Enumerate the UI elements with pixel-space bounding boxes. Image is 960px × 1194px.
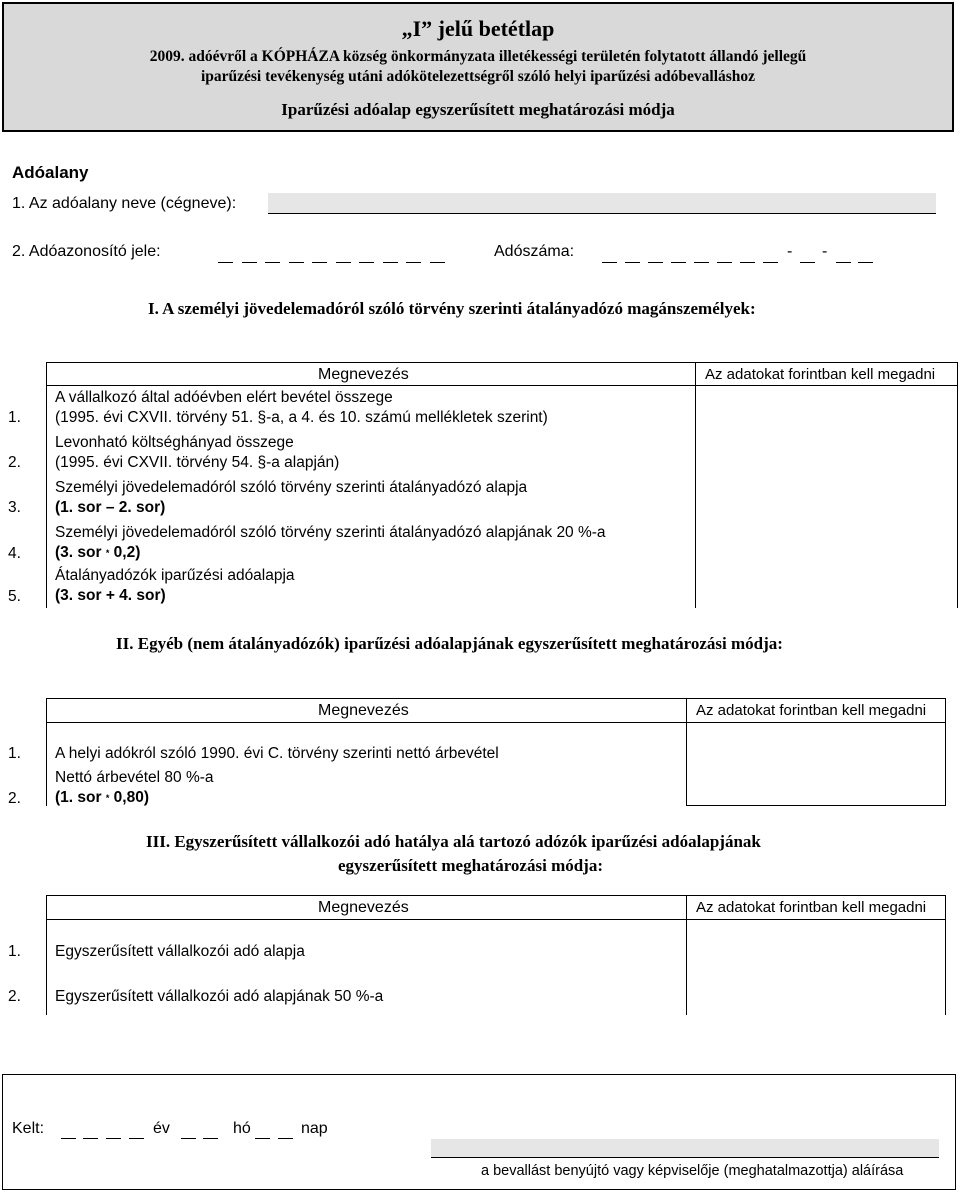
s1-row4-text2: (3. sor * 0,2) bbox=[55, 544, 141, 561]
date-field-blank bbox=[203, 1138, 218, 1139]
s1-row1-text2: (1995. évi CXVII. törvény 51. §-a, a 4. és 10. számú mellékletek szerint) bbox=[55, 409, 548, 426]
section3-col-name: Megnevezés bbox=[318, 899, 409, 916]
s1-row2-text2: (1995. évi CXVII. törvény 54. §-a alapján) bbox=[55, 454, 340, 471]
s3-row1-num: 1. bbox=[8, 943, 21, 960]
taxnum-dash-2: - bbox=[822, 243, 828, 260]
tax-id-field-blank bbox=[336, 262, 351, 263]
tax-number-field-blank bbox=[671, 262, 686, 263]
name-label: 1. Az adóalany neve (cégneve): bbox=[12, 195, 237, 212]
tax-number-field-blank bbox=[648, 262, 663, 263]
s1-row2-num: 2. bbox=[8, 454, 21, 471]
signature-line bbox=[431, 1157, 939, 1158]
s3-row2-num: 2. bbox=[8, 988, 21, 1005]
s1-row5-text2: (3. sor + 4. sor) bbox=[55, 587, 166, 604]
signature-field[interactable] bbox=[431, 1139, 939, 1157]
s3-row2-text: Egyszerűsített vállalkozói adó alapjának 50 %-a bbox=[55, 988, 384, 1005]
date-field-blank bbox=[181, 1138, 196, 1139]
adoalany-heading: Adóalany bbox=[12, 163, 89, 182]
s1-row2-text: Levonható költséghányad összege bbox=[55, 434, 294, 451]
date-field-blank bbox=[278, 1138, 293, 1139]
s1-row1-num: 1. bbox=[8, 409, 21, 426]
taxnum-label: Adószáma: bbox=[494, 243, 575, 260]
section2-col-name: Megnevezés bbox=[318, 702, 409, 719]
kelt-label: Kelt: bbox=[12, 1120, 45, 1137]
nap-label: nap bbox=[301, 1120, 328, 1137]
tax-number-field-blank bbox=[800, 262, 815, 263]
section2-col-value: Az adatokat forintban kell megadni bbox=[696, 702, 927, 719]
tax-number-field-blank bbox=[694, 262, 709, 263]
date-field-blank bbox=[106, 1138, 121, 1139]
date-field-blank bbox=[129, 1138, 144, 1139]
header-section-title: Iparűzési adóalap egyszerűsített meghatározási módja bbox=[281, 100, 675, 119]
tax-id-field-blank bbox=[289, 262, 304, 263]
header-box bbox=[2, 2, 954, 132]
section1-title: I. A személyi jövedelemadóról szóló törvény szerinti átalányadózó magánszemélyek: bbox=[148, 299, 756, 318]
taxnum-dash-1: - bbox=[787, 243, 793, 260]
s1-row5-text: Átalányadózók iparűzési adóalapja bbox=[55, 567, 295, 584]
tax-id-field-blank bbox=[218, 262, 233, 263]
s1-row4-text: Személyi jövedelemadóról szóló törvény szerinti átalányadózó alapjának 20 %-a bbox=[55, 524, 606, 541]
tax-id-field-blank bbox=[383, 262, 398, 263]
section3-title-line1: III. Egyszerűsített vállalkozói adó hatálya alá tartozó adózók iparűzési adóalapjának bbox=[146, 832, 761, 851]
tax-id-field-blank bbox=[312, 262, 327, 263]
s1-row5-num: 5. bbox=[8, 588, 21, 605]
s2-row1-text: A helyi adókról szóló 1990. évi C. törvény szerinti nettó árbevétel bbox=[55, 745, 499, 762]
s2-row2-text2: (1. sor * 0,80) bbox=[55, 789, 149, 806]
tax-number-field-blank bbox=[625, 262, 640, 263]
tax-number-field-blank bbox=[602, 262, 617, 263]
signature-caption: a bevallást benyújtó vagy képviselője (meghatalmazottja) aláírása bbox=[481, 1163, 904, 1179]
tax-id-field-blank bbox=[406, 262, 421, 263]
tax-id-field-blank bbox=[242, 262, 257, 263]
section3-title-line2: egyszerűsített meghatározási módja: bbox=[338, 856, 604, 875]
s1-row3-num: 3. bbox=[8, 499, 21, 516]
ho-label: hó bbox=[233, 1120, 251, 1137]
tax-number-field-blank bbox=[740, 262, 755, 263]
tax-number-field-blank bbox=[836, 262, 851, 263]
header-subtitle-line2: iparűzési tevékenység utáni adókötelezettségről szóló helyi iparűzési adóbevalláshoz bbox=[200, 68, 756, 85]
s1-row3-text: Személyi jövedelemadóról szóló törvény szerinti átalányadózó alapja bbox=[55, 479, 528, 496]
s2-row2-num: 2. bbox=[8, 790, 21, 807]
tax-id-field-blank bbox=[265, 262, 280, 263]
s3-row1-text: Egyszerűsített vállalkozói adó alapja bbox=[55, 943, 305, 960]
section3-col-value: Az adatokat forintban kell megadni bbox=[696, 899, 927, 916]
name-field[interactable] bbox=[268, 193, 936, 213]
date-field-blank bbox=[255, 1138, 270, 1139]
date-field-blank bbox=[61, 1138, 76, 1139]
signature-box bbox=[2, 1074, 956, 1190]
page-title: „I” jelű betétlap bbox=[401, 16, 555, 41]
s2-row1-num: 1. bbox=[8, 745, 21, 762]
tax-id-field-blank bbox=[430, 262, 445, 263]
date-field-blank bbox=[83, 1138, 98, 1139]
tax-number-field-blank bbox=[717, 262, 732, 263]
header-subtitle-line1: 2009. adóévről a KÓPHÁZA község önkormányzata illetékességi területén folytatott állandó jellegű bbox=[149, 48, 807, 65]
s1-row4-num: 4. bbox=[8, 545, 21, 562]
ev-label: év bbox=[153, 1120, 170, 1137]
tax-number-field-blank bbox=[763, 262, 778, 263]
section1-col-value: Az adatokat forintban kell megadni bbox=[705, 366, 936, 383]
s1-row1-text: A vállalkozó által adóévben elért bevétel összege bbox=[55, 389, 393, 406]
s2-row2-text: Nettó árbevétel 80 %-a bbox=[55, 769, 214, 786]
id-label: 2. Adóazonosító jele: bbox=[12, 243, 161, 260]
tax-id-field-blank bbox=[359, 262, 374, 263]
section1-col-name: Megnevezés bbox=[318, 366, 409, 383]
tax-number-field-blank bbox=[858, 262, 873, 263]
name-field-underline bbox=[268, 213, 936, 214]
s1-row3-text2: (1. sor – 2. sor) bbox=[55, 499, 166, 516]
section2-title: II. Egyéb (nem átalányadózók) iparűzési adóalapjának egyszerűsített meghatározási módja: bbox=[116, 634, 783, 653]
